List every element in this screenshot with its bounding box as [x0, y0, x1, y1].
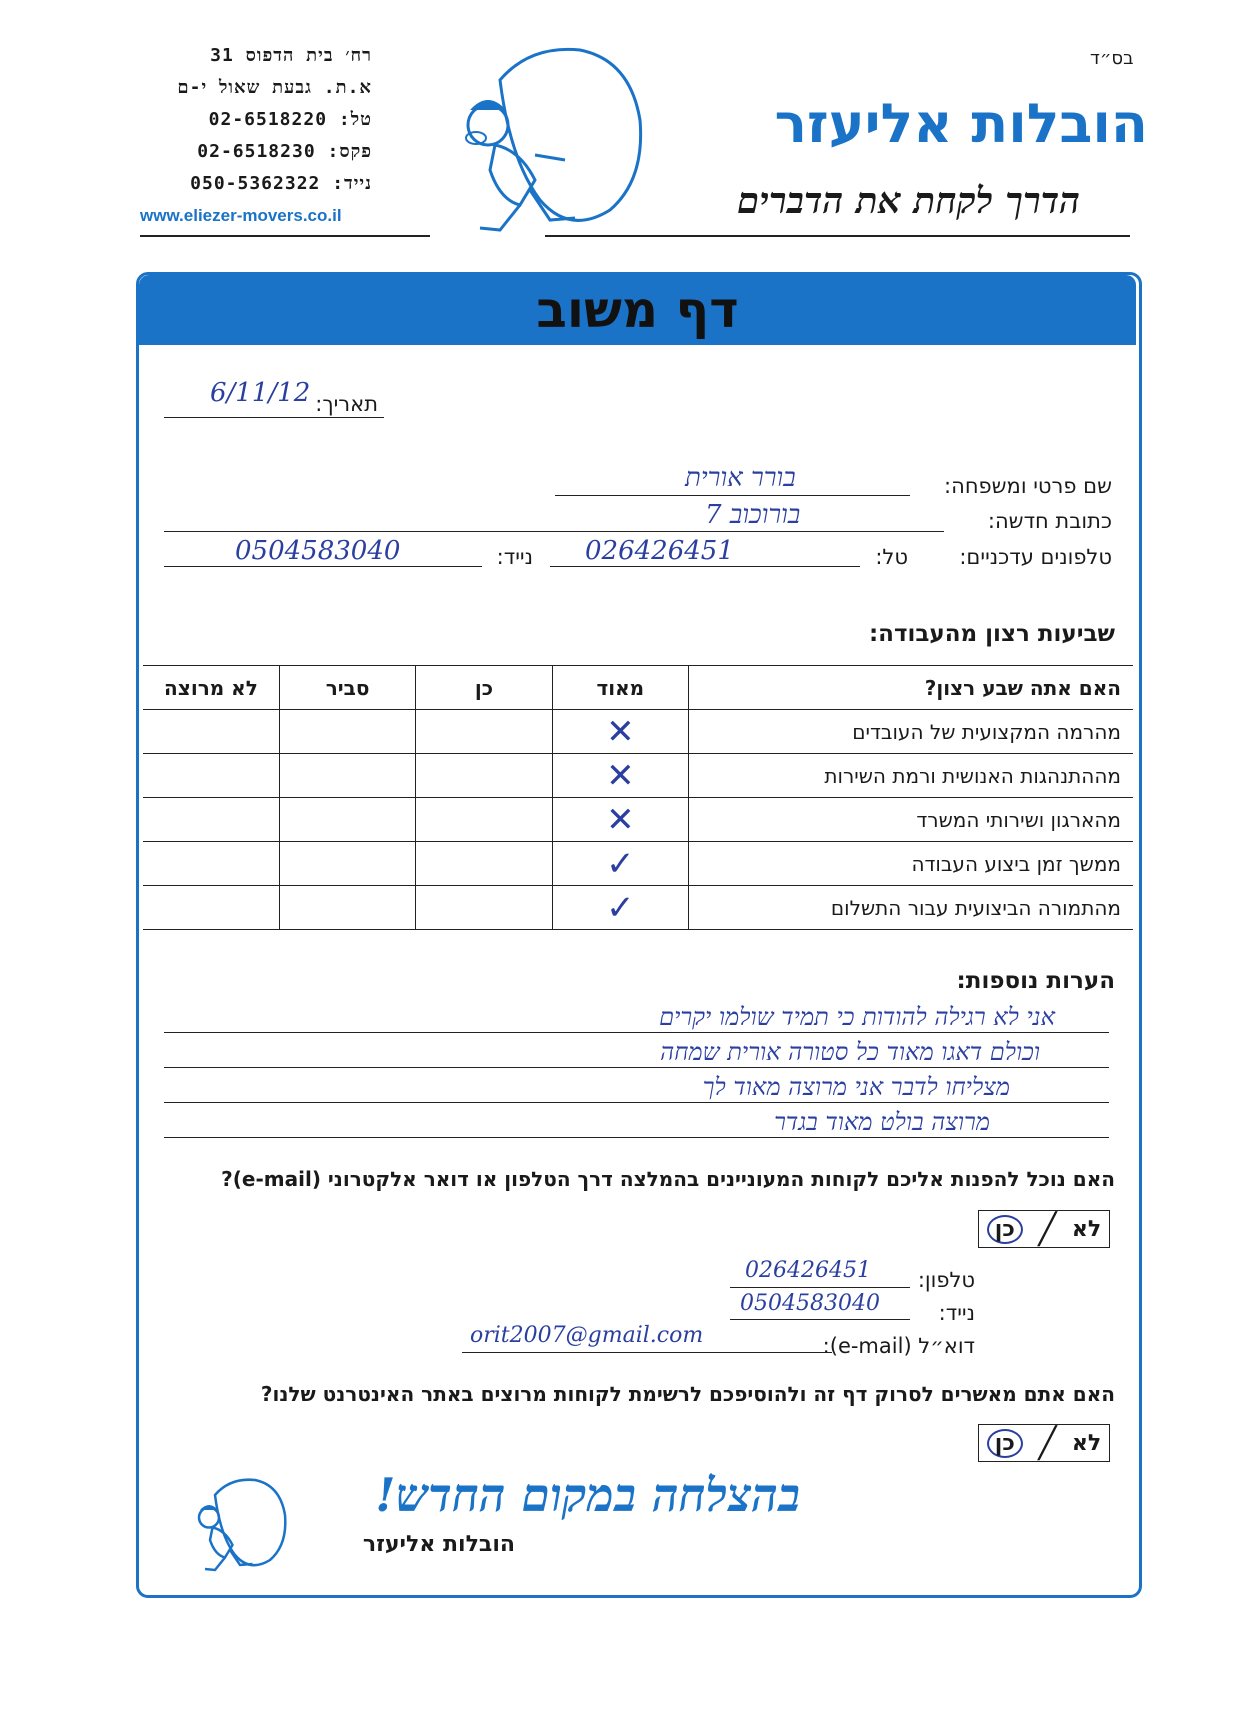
reasonable-checkbox-cell[interactable]: [279, 842, 415, 886]
very-checkbox-cell[interactable]: ✓: [552, 842, 688, 886]
yes-checkbox-cell[interactable]: [416, 842, 552, 886]
date-label: תאריך:: [315, 392, 378, 416]
reasonable-column-header: סביר: [279, 666, 415, 710]
address-line: א.ת. גבעת שאול י-ם: [177, 77, 372, 98]
referral-question: האם נוכל להפנות אליכם לקוחות המעוניינים בהמלצה דרך הטלפון או דואר אלקטרוני (e-mail)?: [221, 1167, 1115, 1191]
table-row: [143, 754, 1133, 798]
reasonable-checkbox-cell[interactable]: [279, 710, 415, 754]
very-checkbox-cell[interactable]: ✕: [552, 798, 688, 842]
date-field[interactable]: 6/11/12: [210, 378, 311, 408]
mobile-field[interactable]: 0504583040: [235, 536, 401, 566]
new-address-field[interactable]: בורוכוב 7: [705, 500, 801, 530]
mobile-label: נייד:: [496, 545, 533, 569]
table-row: [143, 710, 1133, 754]
referral-no-option[interactable]: לא: [1071, 1216, 1102, 1242]
new-address-label: כתובת חדשה:: [987, 509, 1112, 533]
yes-checkbox-cell[interactable]: [416, 886, 552, 930]
current-phones-label: טלפונים עדכניים:: [959, 545, 1112, 569]
question-cell: מהרמה המקצועית של העובדים: [689, 710, 1134, 754]
website-link[interactable]: www.eliezer-movers.co.il: [140, 206, 342, 225]
publish-yes-option[interactable]: כן: [987, 1429, 1023, 1458]
very-checkbox-cell[interactable]: ✕: [552, 710, 688, 754]
question-cell: מהארגון ושירותי המשרד: [689, 798, 1134, 842]
yes-checkbox-cell[interactable]: [416, 798, 552, 842]
name-underline: [555, 495, 910, 496]
table-row: [143, 842, 1133, 886]
company-title: הובלות אליעזר: [774, 92, 1148, 155]
referral-phone-label: טלפון:: [917, 1268, 975, 1292]
form-title: דף משוב: [536, 281, 739, 339]
comment-text[interactable]: וכולם דאגו מאוד כל סטורה אורית שמחה: [660, 1038, 1040, 1066]
not-satisfied-checkbox-cell[interactable]: [143, 710, 279, 754]
comment-line: [164, 1102, 1109, 1103]
comment-text[interactable]: מרוצה בולט מאוד בגדר: [774, 1108, 990, 1136]
phone-label: טל:: [875, 545, 908, 569]
company-slogan: הדרך לקחת את הדברים: [736, 180, 1080, 222]
question-cell: מההתנהגות האנושית ורמת השירות: [689, 754, 1134, 798]
divider-slash: ╱: [1038, 1211, 1057, 1247]
referral-yes-no[interactable]: [978, 1210, 1110, 1248]
mobile-underline: [164, 566, 482, 567]
referral-mobile-field[interactable]: 0504583040: [740, 1291, 880, 1316]
not-satisfied-checkbox-cell[interactable]: [143, 886, 279, 930]
date-underline: [164, 417, 384, 418]
question-cell: ממשך זמן ביצוע העבודה: [689, 842, 1134, 886]
footer-company-name: הובלות אליעזר: [362, 1532, 515, 1557]
bsd-mark: בס״ד: [1090, 48, 1134, 69]
phone-field[interactable]: 026426451: [585, 536, 734, 566]
comment-text[interactable]: מצליחו לדבר אני מרוצה מאוד לך: [702, 1073, 1010, 1101]
good-luck-message: בהצלחה במקום החדש!: [375, 1468, 800, 1522]
very-column-header: מאוד: [552, 666, 688, 710]
question-column-header: האם אתה שבע רצון?: [689, 666, 1134, 710]
mover-mascot-small-logo: [185, 1470, 295, 1580]
comment-line: [164, 1137, 1109, 1138]
referral-mobile-label: נייד:: [938, 1301, 975, 1325]
question-cell: מהתמורה הביצועית עבור התשלום: [689, 886, 1134, 930]
phone-underline: [550, 566, 860, 567]
referral-phone-field[interactable]: 026426451: [745, 1258, 871, 1283]
comment-line: [164, 1067, 1109, 1068]
yes-checkbox-cell[interactable]: [416, 754, 552, 798]
reasonable-checkbox-cell[interactable]: [279, 754, 415, 798]
publish-question: האם אתם מאשרים לסרוק דף זה ולהוסיפכם לרשימת לקוחות מרוצים באתר האינטרנט שלנו?: [260, 1382, 1115, 1406]
comment-text[interactable]: אני לא רגילה להודות כי תמיד שולמו יקרים: [659, 1003, 1055, 1031]
publish-yes-no[interactable]: [978, 1424, 1110, 1462]
header-divider-left: [140, 235, 430, 237]
reasonable-checkbox-cell[interactable]: [279, 886, 415, 930]
divider-slash: ╱: [1038, 1425, 1057, 1461]
yes-checkbox-cell[interactable]: [416, 710, 552, 754]
table-row: [143, 886, 1133, 930]
yes-column-header: כן: [416, 666, 552, 710]
fax-line: פקס: 02-6518230: [197, 141, 372, 162]
very-checkbox-cell[interactable]: ✓: [552, 886, 688, 930]
reasonable-checkbox-cell[interactable]: [279, 798, 415, 842]
very-checkbox-cell[interactable]: ✕: [552, 754, 688, 798]
address-underline: [164, 531, 944, 532]
table-row: [143, 798, 1133, 842]
not-satisfied-checkbox-cell[interactable]: [143, 842, 279, 886]
satisfaction-section-title: שביעות רצון מהעבודה:: [868, 621, 1115, 647]
comments-section-title: הערות נוספות:: [956, 968, 1115, 994]
comment-line: [164, 1032, 1109, 1033]
referral-email-label: דוא״ל (e-mail):: [822, 1334, 975, 1358]
address-line: רח׳ בית הדפוס 31: [210, 45, 372, 66]
referral-phone-underline: [730, 1287, 910, 1288]
name-label: שם פרטי ומשפחה:: [944, 474, 1112, 498]
not-satisfied-column-header: לא מרוצה: [143, 666, 279, 710]
referral-email-underline: [462, 1352, 832, 1353]
company-address-block: [140, 40, 372, 232]
header-divider-right: [545, 235, 1130, 237]
referral-mobile-underline: [730, 1319, 910, 1320]
referral-email-field[interactable]: orit2007@gmail.com: [470, 1323, 704, 1348]
not-satisfied-checkbox-cell[interactable]: [143, 798, 279, 842]
name-field[interactable]: בורר אורית: [685, 463, 796, 493]
referral-yes-option[interactable]: כן: [987, 1215, 1023, 1244]
satisfaction-table: [143, 665, 1133, 930]
publish-no-option[interactable]: לא: [1071, 1430, 1102, 1456]
not-satisfied-checkbox-cell[interactable]: [143, 754, 279, 798]
mover-mascot-logo: [440, 40, 660, 240]
mobile-line: נייד: 050-5362322: [190, 173, 372, 194]
phone-line: טל: 02-6518220: [208, 109, 372, 130]
table-header-row: [143, 666, 1133, 710]
